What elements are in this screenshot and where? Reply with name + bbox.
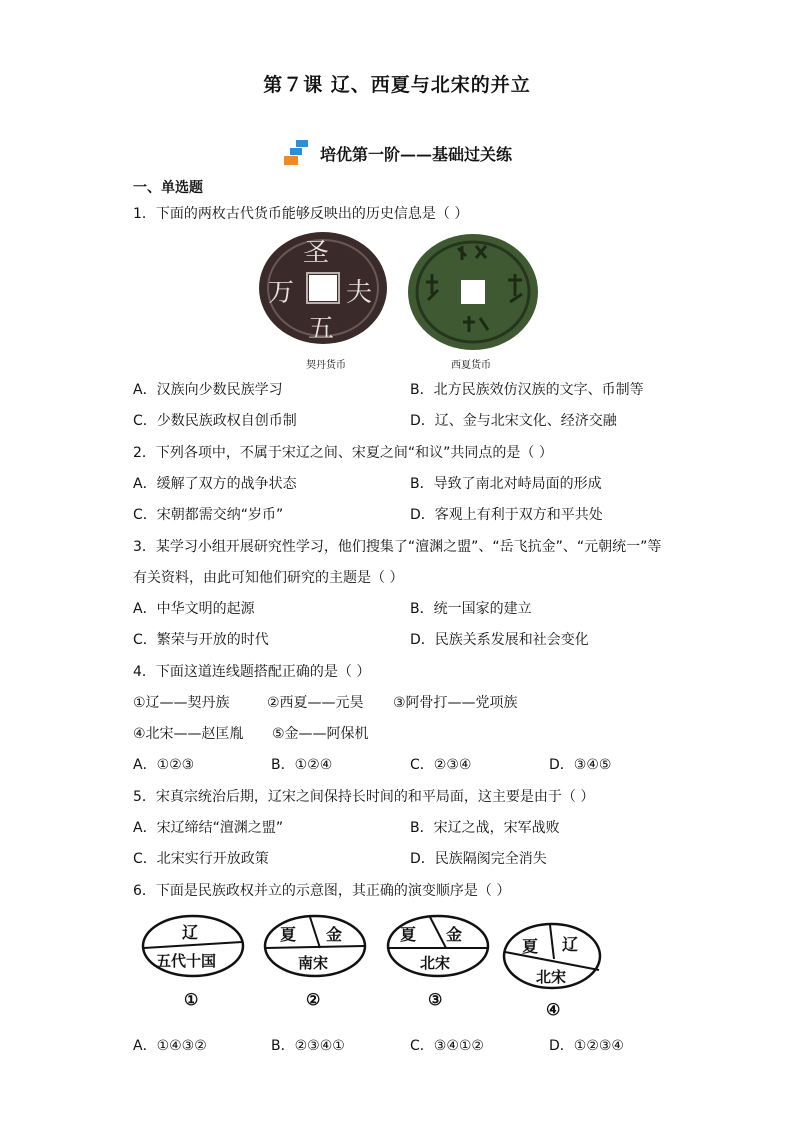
q1-option-b[interactable]: B．北方民族效仿汉族的文字、币制等	[410, 382, 644, 398]
q2-option-d[interactable]: D．客观上有利于双方和平共处	[410, 507, 603, 523]
q2-stem: 2．下列各项中，不属于宋辽之间、宋夏之间“和议”共同点的是（ ）	[133, 445, 553, 461]
q3-stem-line2: 有关资料，由此可知他们研究的主题是（ ）	[133, 570, 404, 586]
q4-stem: 4．下面这道连线题搭配正确的是（ ）	[133, 664, 371, 680]
q3-stem-line1: 3．某学习小组开展研究性学习，他们搜集了“澶渊之盟”、“岳飞抗金”、“元朝统一”等	[133, 539, 662, 555]
q2-option-c[interactable]: C．宋朝都需交纳“岁币”	[133, 507, 284, 523]
q4-pair-5: ⑤金——阿保机	[272, 726, 369, 742]
q6-option-a[interactable]: A．①④③②	[133, 1038, 207, 1054]
diagram-4-top-left: 夏	[522, 937, 539, 956]
q3-option-a[interactable]: A．中华文明的起源	[133, 601, 255, 617]
diagram-4-top-right: 辽	[562, 935, 579, 954]
q5-option-b[interactable]: B．宋辽之战，宋军战败	[410, 820, 560, 836]
coin-char-bottom: 五	[308, 314, 335, 344]
q6-option-b[interactable]: B．②③④①	[271, 1038, 345, 1054]
q1-option-d[interactable]: D．辽、金与北宋文化、经济交融	[410, 413, 617, 429]
q6-option-c[interactable]: C．③④①②	[410, 1038, 484, 1054]
diagram-2-bottom: 南宋	[298, 954, 329, 972]
q5-option-c[interactable]: C．北宋实行开放政策	[133, 851, 269, 867]
coin-char-right: 夫	[346, 278, 373, 308]
stage-title: 培优第一阶——基础过关练	[319, 144, 512, 164]
q4-pair-3: ③阿骨打——党项族	[393, 695, 518, 711]
diagram-2-top-right: 金	[326, 925, 343, 944]
q4-option-c[interactable]: C．②③④	[410, 757, 472, 773]
diagram-4-num: ④	[546, 1000, 561, 1019]
q5-stem: 5．宋真宗统治后期，辽宋之间保持长时间的和平局面，这主要是由于（ ）	[133, 789, 595, 805]
section-title: 一、单选题	[133, 180, 203, 196]
diagram-2-top-left: 夏	[280, 925, 297, 944]
coin-left-label: 契丹货币	[306, 360, 346, 371]
diagram-2-num: ②	[306, 990, 321, 1009]
page-title: 第７课 辽、西夏与北宋的并立	[263, 74, 531, 96]
q6-option-d[interactable]: D．①②③④	[549, 1038, 624, 1054]
diagram-1-num: ①	[184, 990, 199, 1009]
diagram-4-bottom: 北宋	[536, 968, 567, 986]
q6-diagrams	[140, 912, 610, 1024]
q3-option-b[interactable]: B．统一国家的建立	[410, 601, 532, 617]
diagram-1-bottom: 五代十国	[156, 952, 217, 970]
coin-right-label: 西夏货币	[451, 360, 491, 371]
stage-logo-icon	[282, 140, 314, 166]
diagram-1-top: 辽	[182, 923, 199, 942]
q4-pair-2: ②西夏——元昊	[267, 695, 364, 711]
q1-stem: 1．下面的两枚古代货币能够反映出的历史信息是（ ）	[133, 206, 469, 222]
q1-option-a[interactable]: A．汉族向少数民族学习	[133, 382, 283, 398]
q4-option-d[interactable]: D．③④⑤	[549, 757, 612, 773]
q6-stem: 6．下面是民族政权并立的示意图，其正确的演变顺序是（ ）	[133, 883, 511, 899]
diagram-3-top-right: 金	[446, 925, 463, 944]
coin-char-left: 万	[268, 278, 295, 308]
diagram-3-bottom: 北宋	[420, 954, 451, 972]
q3-option-c[interactable]: C．繁荣与开放的时代	[133, 632, 269, 648]
q4-option-a[interactable]: A．①②③	[133, 757, 195, 773]
q1-coins-image	[258, 220, 558, 370]
q5-option-d[interactable]: D．民族隔阂完全消失	[410, 851, 547, 867]
coin-char-top: 圣	[303, 238, 330, 268]
q4-pair-1: ①辽——契丹族	[133, 695, 230, 711]
q4-pair-4: ④北宋——赵匡胤	[133, 726, 244, 742]
q5-option-a[interactable]: A．宋辽缔结“澶渊之盟”	[133, 820, 284, 836]
stage-heading	[0, 140, 794, 166]
q2-option-b[interactable]: B．导致了南北对峙局面的形成	[410, 476, 602, 492]
q4-option-b[interactable]: B．①②④	[271, 757, 333, 773]
diagram-3-top-left: 夏	[400, 925, 417, 944]
q3-option-d[interactable]: D．民族关系发展和社会变化	[410, 632, 589, 648]
q1-option-c[interactable]: C．少数民族政权自创币制	[133, 413, 297, 429]
q2-option-a[interactable]: A．缓解了双方的战争状态	[133, 476, 297, 492]
diagram-3-num: ③	[428, 990, 443, 1009]
